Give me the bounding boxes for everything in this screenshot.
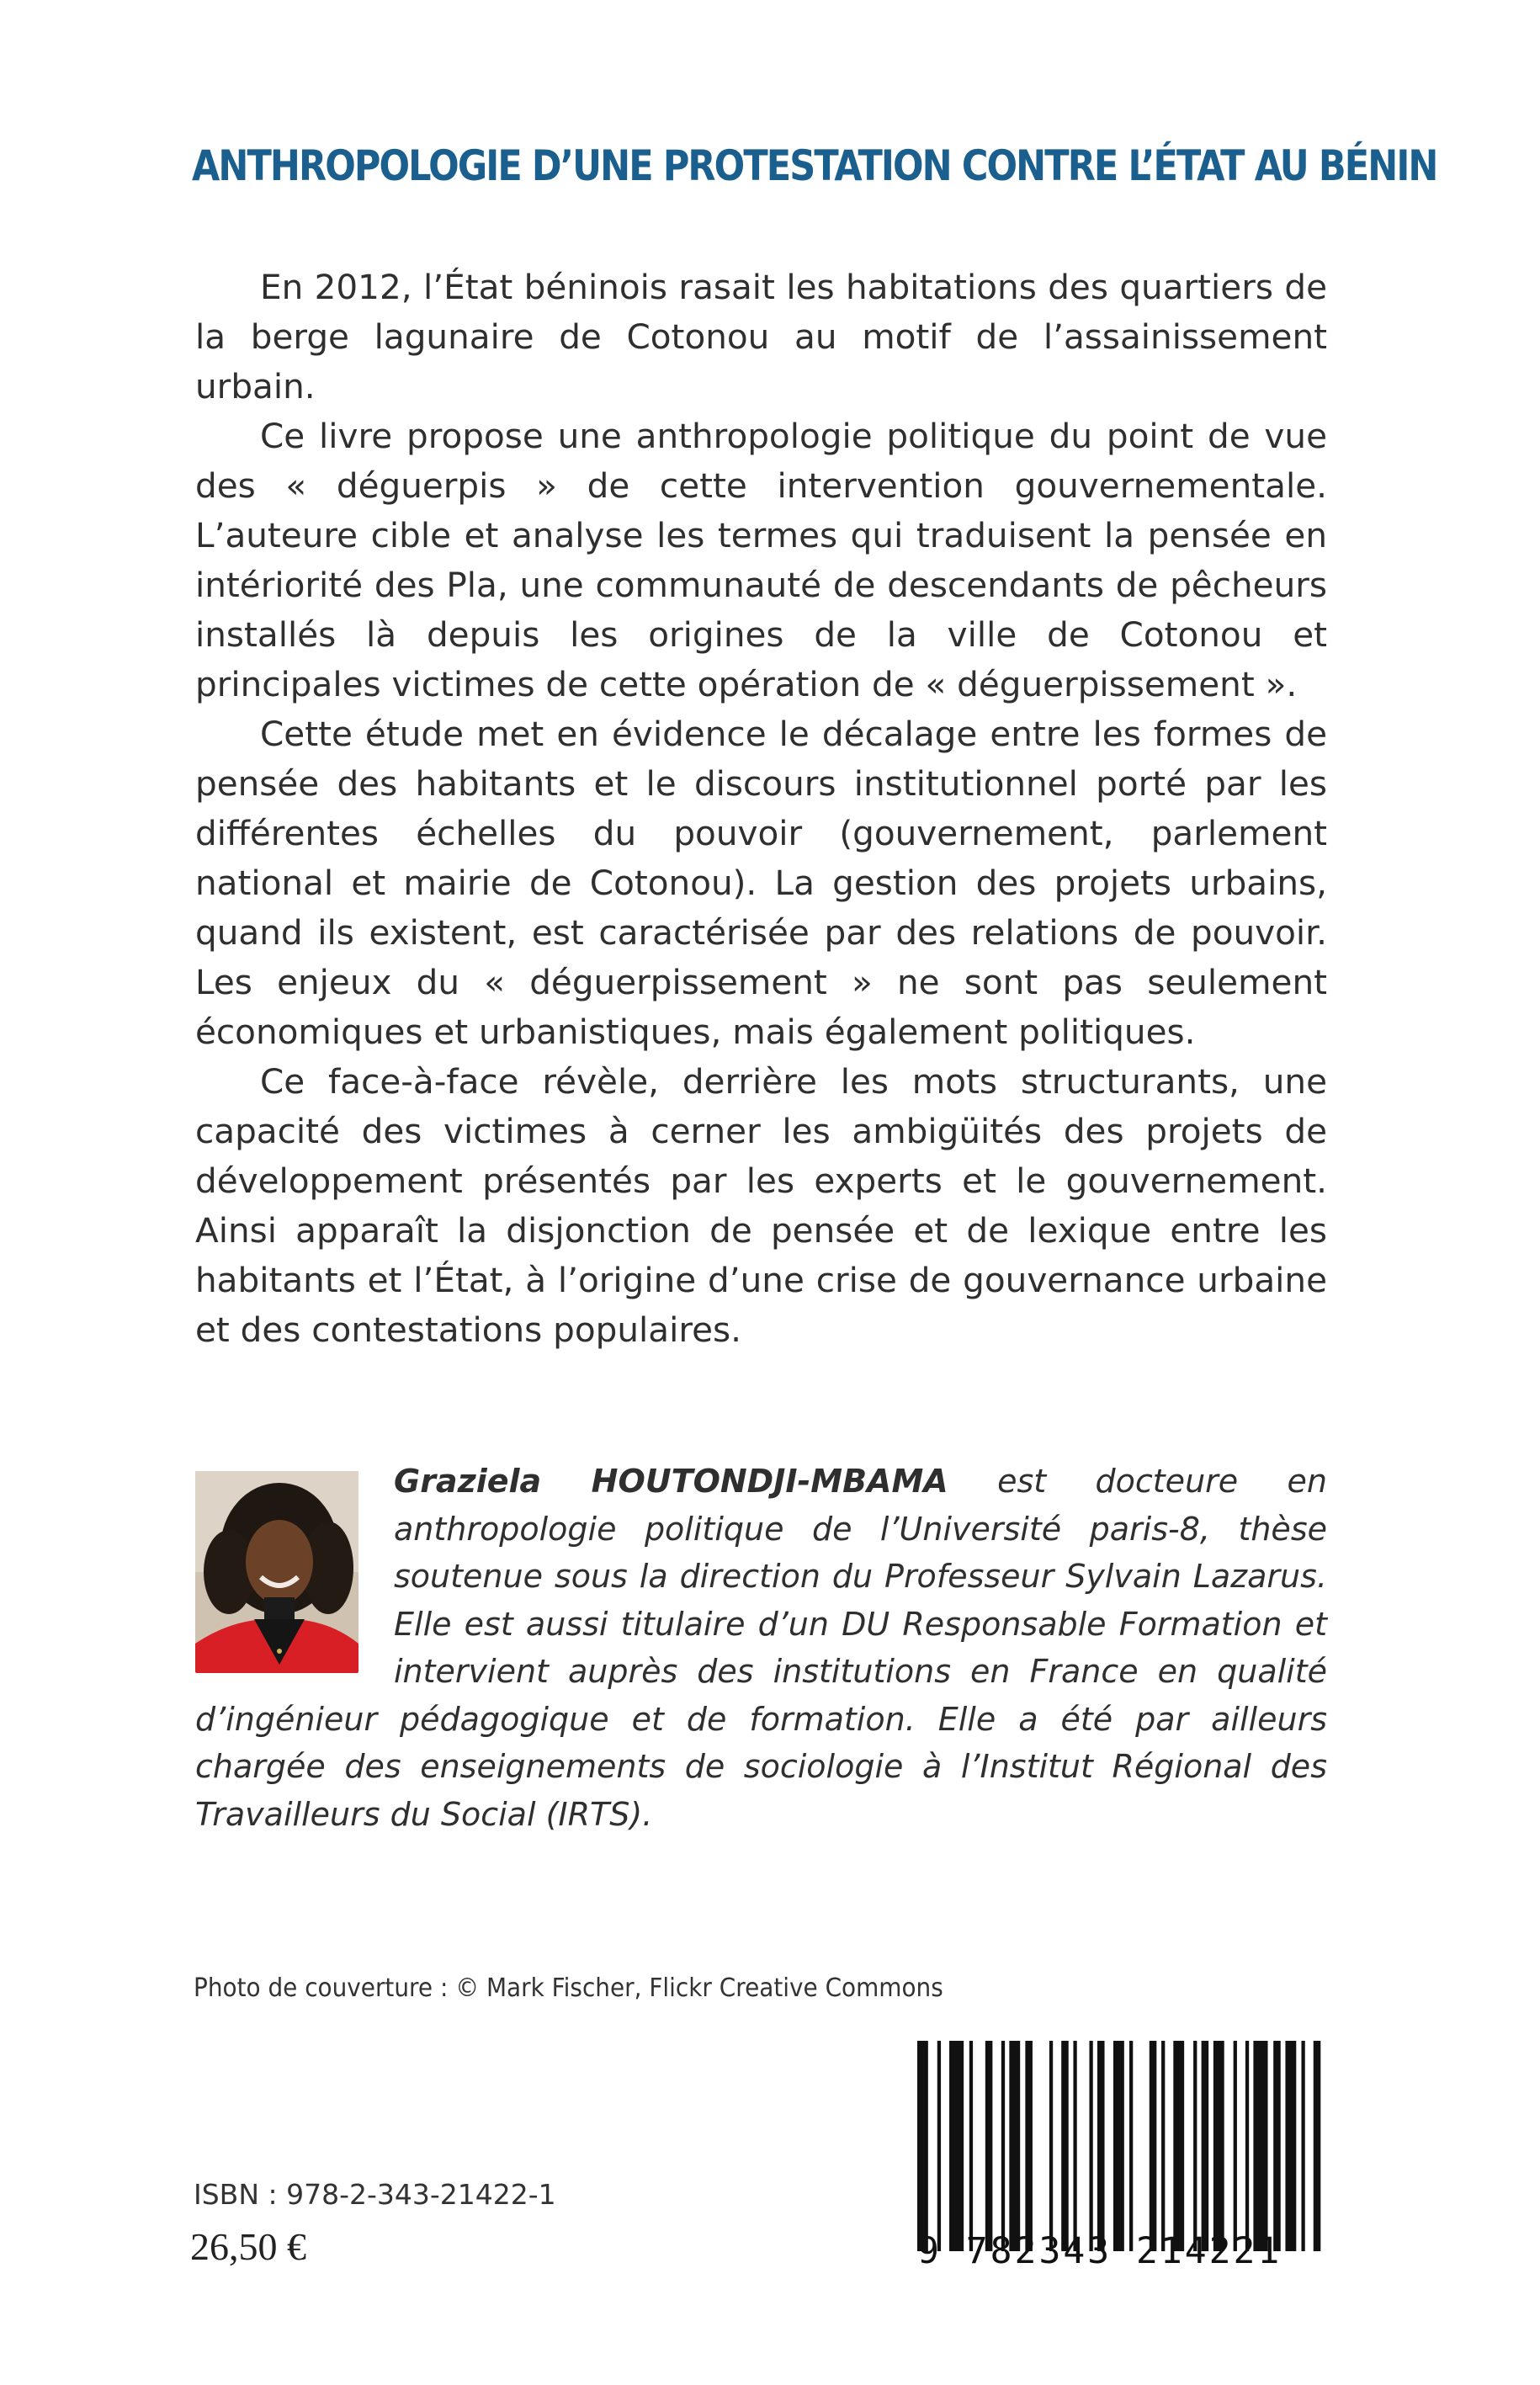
barcode-bar	[1097, 2041, 1105, 2251]
barcode-bar	[1301, 2041, 1304, 2251]
barcode-bar	[1113, 2041, 1124, 2251]
barcode-bar	[985, 2041, 993, 2251]
author-name: Graziela HOUTONDJI-MBAMA	[394, 1463, 948, 1500]
barcode-bar	[1245, 2041, 1249, 2251]
price: 26,50 €	[190, 2225, 306, 2268]
barcode-bar	[1150, 2041, 1157, 2251]
barcode-bar	[1001, 2041, 1005, 2251]
barcode-bar	[1161, 2041, 1165, 2251]
barcode-bar	[1253, 2041, 1267, 2251]
photo-credit: Photo de couverture : © Mark Fischer, Flickr Creative Commons	[194, 1973, 943, 2003]
barcode-bar	[1173, 2041, 1184, 2251]
barcode-bar	[1234, 2041, 1237, 2251]
barcode-bar	[1193, 2041, 1197, 2251]
barcode-bar	[1089, 2041, 1092, 2251]
barcode-bar	[1202, 2041, 1209, 2251]
barcode-bar	[1025, 2041, 1033, 2251]
barcode-bar	[1285, 2041, 1296, 2251]
barcode-bar	[1213, 2041, 1224, 2251]
blurb-paragraph: En 2012, l’État béninois rasait les habitations des quartiers de la berge lagunaire de Cotonou au motif de l’assainissement urbain.	[195, 267, 1327, 406]
barcode-bar	[1129, 2041, 1133, 2251]
isbn: ISBN : 978-2-343-21422-1	[194, 2178, 556, 2211]
blurb-paragraph: Ce livre propose une anthropologie politique du point de vue des « déguerpis » de cette intervention gouvernementale. L’auteure cible et analyse les termes qui traduisent la pensée en intériorité des Pla, une communauté de descendants de pêcheurs installés là depuis les origines de la ville de Cotonou et principales victimes de cette opération de « déguerpissement ».	[195, 416, 1327, 704]
blurb	[195, 263, 1327, 1355]
barcode-digits: 9 782343 214221	[917, 2230, 1282, 2272]
author-portrait-image	[195, 1471, 358, 1673]
blurb-paragraph: Ce face-à-face révèle, derrière les mots structurants, une capacité des victimes à cerner les ambigüités des projets de développement présentés par les experts et le gouvernement. Ainsi apparaît la disjonction de pensée et de lexique entre les habitants et l’État, à l’origine d’une crise de gouvernance urbaine et des contestations populaires.	[195, 1061, 1327, 1350]
barcode	[917, 2041, 1325, 2281]
barcode-bar	[1049, 2041, 1053, 2251]
blurb-paragraph: Cette étude met en évidence le décalage entre les formes de pensée des habitants et le discours institutionnel porté par les différentes échelles du pouvoir (gouvernement, parlement national et mairie de Cotonou). La gestion des projets urbains, quand ils existent, est caractérisée par des relations de pouvoir. Les enjeux du « déguerpissement » ne sont pas seulement économiques et urbanistiques, mais également politiques.	[195, 714, 1327, 1052]
barcode-bar	[969, 2041, 973, 2251]
barcode-bar	[1061, 2041, 1069, 2251]
barcode-bar	[1009, 2041, 1020, 2251]
barcode-bar	[1073, 2041, 1076, 2251]
book-title: ANTHROPOLOGIE D’UNE PROTESTATION CONTRE L’ÉTAT AU BÉNIN	[192, 141, 1437, 190]
barcode-bar	[1314, 2041, 1321, 2251]
author-bio-text: est docteure en anthropologie politique de l’Université paris-8, thèse soutenue sous la direction du Professeur Sylvain Lazarus. Elle est aussi titulaire d’un DU Responsable Formation et intervient auprès des institutions en France en qualité d’ingénieur pédagogique et de formation. Elle a été par ailleurs chargée des enseignements de sociologie à l’Institut Régional des Travailleurs du Social (IRTS).	[195, 1463, 1327, 1833]
barcode-bar	[1273, 2041, 1281, 2251]
author-bio	[195, 1458, 1327, 1838]
barcode-bars	[917, 2041, 1325, 2251]
barcode-bar	[917, 2041, 928, 2251]
barcode-bar	[937, 2041, 941, 2251]
barcode-bar	[949, 2041, 964, 2251]
author-photo	[195, 1471, 358, 1673]
